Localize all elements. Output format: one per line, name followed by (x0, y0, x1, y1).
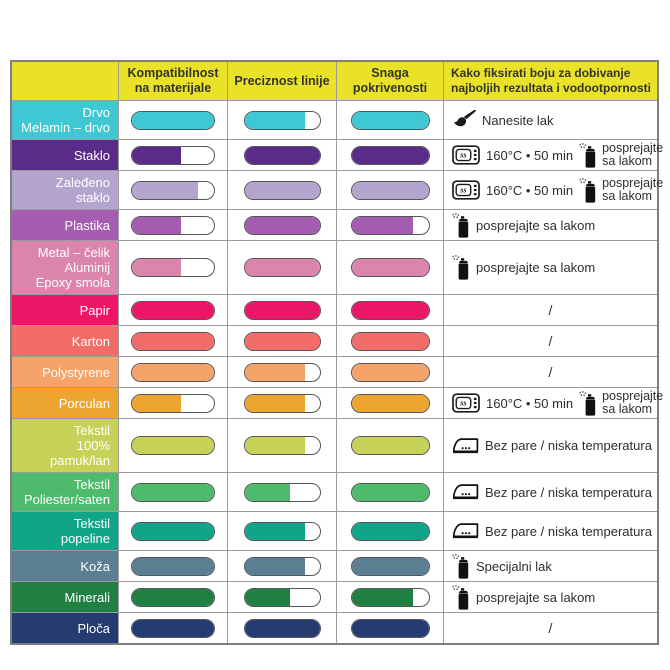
fix-cell (443, 171, 664, 209)
pill-fill (352, 437, 429, 454)
pill-fill (352, 302, 429, 319)
coverage-cell (336, 140, 443, 170)
compatibility-cell (118, 551, 227, 581)
iron-icon (452, 483, 479, 501)
material-label-cell (12, 357, 118, 387)
fix-text: / (548, 364, 553, 380)
fix-text: posprejajte sa lakom (476, 589, 596, 605)
precision-pill (244, 588, 321, 607)
coverage-pill (351, 522, 430, 541)
coverage-cell (336, 241, 443, 294)
pill-fill (352, 147, 429, 164)
coverage-pill (351, 436, 430, 455)
material-label-cell (12, 171, 118, 209)
fix-cell (443, 295, 657, 325)
table-row (12, 387, 664, 418)
compatibility-pill (131, 522, 215, 541)
fix-cell (443, 210, 657, 240)
fix-cell (443, 357, 657, 387)
material-label-cell (12, 241, 118, 294)
fix-cell (443, 140, 664, 170)
precision-cell (227, 101, 336, 139)
material-label: Metal – čelik Aluminij Epoxy smola (35, 245, 110, 290)
fix-text: posprejajte sa lakom (602, 389, 664, 416)
compatibility-pill (131, 619, 215, 638)
coverage-pill (351, 181, 430, 200)
coverage-cell (336, 357, 443, 387)
pill-fill (245, 364, 305, 381)
header-cell-coverage: Snaga pokrivenosti (336, 62, 443, 100)
pill-fill (245, 182, 320, 199)
precision-pill (244, 363, 321, 382)
compatibility-cell (118, 473, 227, 511)
fix-cell (443, 582, 657, 612)
precision-cell (227, 171, 336, 209)
coverage-cell (336, 210, 443, 240)
pill-fill (352, 333, 429, 350)
fix-cell (443, 551, 657, 581)
pill-fill (352, 259, 429, 276)
compatibility-cell (118, 582, 227, 612)
table-row (12, 550, 657, 581)
compatibility-cell (118, 140, 227, 170)
material-label-cell (12, 473, 118, 511)
coverage-cell (336, 295, 443, 325)
coverage-cell (336, 419, 443, 472)
oven-icon (452, 393, 480, 413)
coverage-pill (351, 394, 430, 413)
fix-text: Bez pare / niska temperatura (485, 484, 652, 500)
pill-fill (132, 182, 198, 199)
spray-note (579, 390, 670, 416)
precision-pill (244, 216, 321, 235)
spray-note (579, 177, 670, 203)
spray-can-icon (452, 554, 470, 579)
compatibility-cell (118, 101, 227, 139)
precision-pill (244, 146, 321, 165)
table-row (12, 325, 657, 356)
pill-fill (132, 112, 214, 129)
compatibility-pill (131, 394, 215, 413)
precision-cell (227, 295, 336, 325)
pill-fill (245, 437, 305, 454)
table-body (12, 100, 664, 643)
material-label: Tekstil popeline (60, 516, 110, 546)
precision-cell (227, 613, 336, 643)
coverage-cell (336, 613, 443, 643)
precision-pill (244, 181, 321, 200)
table-row (12, 209, 657, 240)
pill-fill (245, 589, 290, 606)
spray-can-icon (579, 143, 597, 168)
pill-fill (352, 523, 429, 540)
precision-pill (244, 619, 321, 638)
precision-cell (227, 388, 336, 418)
table-row (12, 170, 664, 209)
coverage-pill (351, 332, 430, 351)
pill-fill (352, 620, 429, 637)
material-label: Zaleđeno staklo (55, 175, 110, 205)
pill-fill (132, 333, 214, 350)
oven-icon (452, 145, 480, 165)
compatibility-pill (131, 363, 215, 382)
precision-cell (227, 582, 336, 612)
material-label: Polystyrene (42, 364, 110, 380)
material-label-cell (12, 388, 118, 418)
fix-cell (443, 388, 664, 418)
pill-fill (352, 112, 429, 129)
material-label: Koža (80, 558, 110, 574)
material-label-cell (12, 140, 118, 170)
fix-text: posprejajte sa lakom (602, 141, 664, 168)
coverage-cell (336, 512, 443, 550)
table-row (12, 100, 657, 139)
compatibility-table (10, 60, 664, 645)
precision-pill (244, 258, 321, 277)
pill-fill (245, 112, 305, 129)
coverage-pill (351, 301, 430, 320)
pill-fill (352, 484, 429, 501)
iron-icon (452, 437, 479, 455)
fix-text: / (548, 333, 553, 349)
compatibility-pill (131, 216, 215, 235)
material-label-cell (12, 512, 118, 550)
coverage-cell (336, 388, 443, 418)
pill-fill (132, 558, 214, 575)
table-row (12, 581, 657, 612)
precision-cell (227, 473, 336, 511)
compatibility-pill (131, 557, 215, 576)
fix-text: posprejajte sa lakom (476, 260, 596, 275)
coverage-cell (336, 101, 443, 139)
compatibility-pill (131, 483, 215, 502)
precision-pill (244, 332, 321, 351)
material-label-cell (12, 419, 118, 472)
fix-cell (443, 241, 657, 294)
fix-text: / (548, 302, 553, 318)
fix-text: Bez pare / niska temperatura (485, 523, 652, 539)
coverage-pill (351, 111, 430, 130)
fix-text: Bez pare / niska temperatura (485, 438, 652, 453)
precision-pill (244, 394, 321, 413)
compatibility-cell (118, 210, 227, 240)
header-cell-material (12, 62, 118, 100)
fix-text: 160°C • 50 min (486, 395, 574, 411)
pill-fill (245, 217, 320, 234)
compatibility-cell (118, 512, 227, 550)
material-label: Karton (71, 333, 110, 349)
compatibility-pill (131, 332, 215, 351)
coverage-cell (336, 551, 443, 581)
precision-pill (244, 111, 321, 130)
precision-cell (227, 326, 336, 356)
compatibility-pill (131, 111, 215, 130)
compatibility-cell (118, 388, 227, 418)
material-label: Minerali (64, 589, 110, 605)
precision-cell (227, 241, 336, 294)
fix-cell (443, 473, 657, 511)
coverage-pill (351, 258, 430, 277)
pill-fill (352, 395, 429, 412)
precision-pill (244, 522, 321, 541)
spray-can-icon (452, 255, 470, 280)
compatibility-cell (118, 326, 227, 356)
pill-fill (245, 333, 320, 350)
pill-fill (132, 147, 181, 164)
precision-cell (227, 551, 336, 581)
pill-fill (245, 302, 320, 319)
pill-fill (132, 364, 214, 381)
coverage-pill (351, 146, 430, 165)
table-row (12, 612, 657, 643)
table-row (12, 240, 657, 294)
table-row (12, 139, 664, 170)
header-cell-compatibility: Kompatibilnost na materijale (118, 62, 227, 100)
material-label: Ploča (77, 620, 110, 636)
svg-text:ss: ss (460, 398, 467, 408)
pill-fill (245, 395, 305, 412)
table-header-row (12, 62, 657, 100)
coverage-pill (351, 363, 430, 382)
table-row (12, 472, 657, 511)
header-cell-precision: Preciznost linije (227, 62, 336, 100)
pill-fill (352, 182, 429, 199)
paintbrush-icon (452, 110, 476, 131)
coverage-pill (351, 483, 430, 502)
material-label-cell (12, 582, 118, 612)
precision-cell (227, 140, 336, 170)
fix-cell (443, 512, 657, 550)
fix-text: posprejajte sa lakom (476, 217, 596, 233)
spray-can-icon (579, 178, 597, 203)
spray-can-icon (452, 585, 470, 610)
material-label-cell (12, 551, 118, 581)
pill-fill (132, 523, 214, 540)
precision-pill (244, 436, 321, 455)
material-label-cell (12, 613, 118, 643)
compatibility-pill (131, 146, 215, 165)
iron-icon (452, 522, 479, 540)
fix-text: 160°C • 50 min (486, 147, 574, 163)
fix-text: / (548, 620, 553, 636)
pill-fill (245, 484, 290, 501)
svg-text:ss: ss (460, 185, 467, 195)
pill-fill (245, 523, 305, 540)
compatibility-pill (131, 436, 215, 455)
material-label: Plastika (64, 217, 110, 233)
pill-fill (352, 364, 429, 381)
pill-fill (245, 558, 305, 575)
pill-fill (132, 259, 181, 276)
pill-fill (132, 484, 214, 501)
fix-cell (443, 326, 657, 356)
material-label-cell (12, 326, 118, 356)
compatibility-pill (131, 301, 215, 320)
pill-fill (132, 302, 214, 319)
material-label: Tekstil Poliester/saten (24, 477, 110, 507)
fix-cell (443, 613, 657, 643)
precision-pill (244, 301, 321, 320)
precision-cell (227, 357, 336, 387)
table-row (12, 511, 657, 550)
precision-pill (244, 557, 321, 576)
material-label-cell (12, 295, 118, 325)
coverage-pill (351, 619, 430, 638)
precision-cell (227, 419, 336, 472)
spray-can-icon (452, 213, 470, 238)
compatibility-pill (131, 181, 215, 200)
compatibility-cell (118, 171, 227, 209)
svg-text:ss: ss (460, 150, 467, 160)
material-label-cell (12, 101, 118, 139)
oven-icon (452, 180, 480, 200)
precision-cell (227, 210, 336, 240)
coverage-pill (351, 557, 430, 576)
spray-can-icon (579, 391, 597, 416)
header-cell-fixing: Kako fiksirati boju za dobivanje najboljih rezultata i vodootpornosti (443, 62, 657, 100)
fix-text: 160°C • 50 min (486, 182, 574, 198)
material-label: Drvo Melamin – drvo (21, 105, 110, 135)
compatibility-cell (118, 357, 227, 387)
coverage-cell (336, 326, 443, 356)
compatibility-cell (118, 295, 227, 325)
pill-fill (352, 217, 414, 234)
compatibility-cell (118, 419, 227, 472)
compatibility-pill (131, 258, 215, 277)
compatibility-cell (118, 613, 227, 643)
precision-pill (244, 483, 321, 502)
table-row (12, 418, 657, 472)
table-row (12, 356, 657, 387)
pill-fill (132, 217, 181, 234)
fix-text: Specijalni lak (476, 558, 552, 574)
pill-fill (352, 589, 414, 606)
fix-cell (443, 101, 657, 139)
pill-fill (132, 620, 214, 637)
pill-fill (352, 558, 429, 575)
pill-fill (245, 620, 320, 637)
pill-fill (245, 259, 320, 276)
compatibility-cell (118, 241, 227, 294)
material-label: Papir (79, 302, 110, 318)
coverage-cell (336, 582, 443, 612)
coverage-pill (351, 216, 430, 235)
material-label: Porculan (58, 395, 110, 411)
precision-cell (227, 512, 336, 550)
pill-fill (132, 395, 181, 412)
compatibility-pill (131, 588, 215, 607)
fix-text: posprejajte sa lakom (602, 176, 664, 203)
coverage-pill (351, 588, 430, 607)
material-label: Tekstil 100% pamuk/lan (50, 423, 110, 468)
coverage-cell (336, 473, 443, 511)
pill-fill (132, 437, 214, 454)
material-label: Staklo (73, 147, 110, 163)
fix-cell (443, 419, 657, 472)
table-row (12, 294, 657, 325)
pill-fill (132, 589, 214, 606)
spray-note (579, 142, 670, 168)
pill-fill (245, 147, 320, 164)
fix-text: Nanesite lak (482, 112, 554, 128)
material-label-cell (12, 210, 118, 240)
coverage-cell (336, 171, 443, 209)
